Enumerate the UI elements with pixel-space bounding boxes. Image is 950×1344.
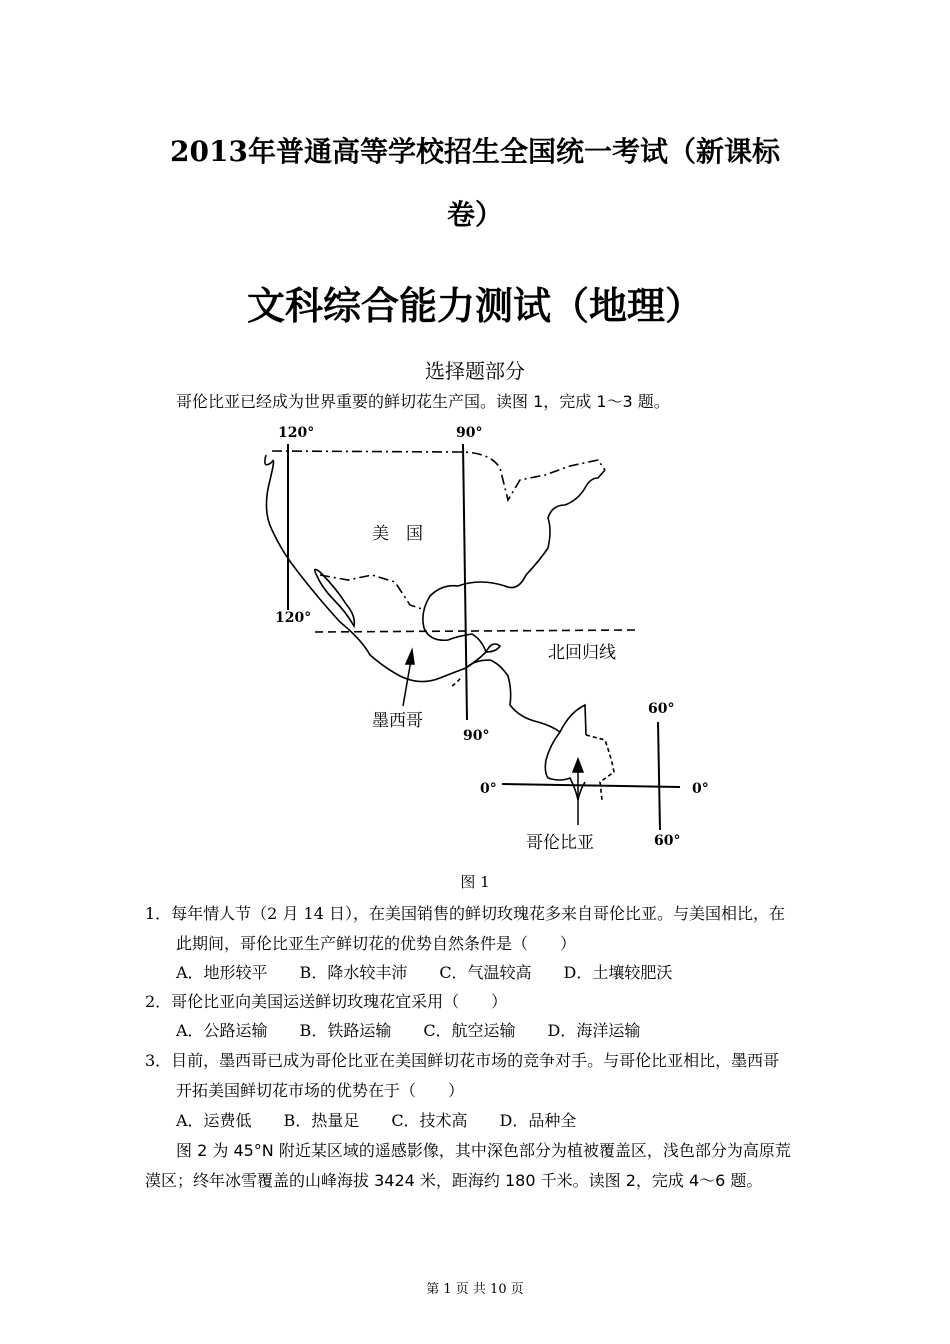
mexico-inner-border — [452, 676, 462, 686]
usa-mexico-border — [320, 575, 425, 610]
exam-title-line2: 卷） — [446, 198, 503, 231]
page-footer: 第 1 页 共 10 页 — [426, 1282, 524, 1297]
yucatan-coastline — [486, 644, 500, 652]
label-lon-60-top: 60° — [648, 701, 675, 717]
question-3-line1: 3．目前，墨西哥已成为哥伦比亚在美国鲜切花市场的竞争对手。与哥伦比亚相比，墨西哥 — [145, 1051, 780, 1070]
meridian-90 — [463, 444, 467, 720]
question-2-options: A．公路运输 B．铁路运输 C．航空运输 D．海洋运输 — [176, 1021, 641, 1040]
intro-text: 哥伦比亚已经成为世界重要的鲜切花生产国。读图 1，完成 1～3 题。 — [176, 392, 670, 411]
paragraph-line1: 图 2 为 45°N 附近某区域的遥感影像，其中深色部分为植被覆盖区，浅色部分为高原荒 — [176, 1141, 791, 1160]
question-1-line1: 1．每年情人节（2 月 14 日），在美国销售的鲜切玫瑰花多来自哥伦比亚。与美国相比，在 — [145, 904, 785, 923]
label-lon-90-top: 90° — [456, 425, 483, 441]
question-2-line1: 2．哥伦比亚向美国运送鲜切玫瑰花宜采用（ ） — [145, 992, 508, 1011]
label-tropic: 北回归线 — [548, 643, 616, 663]
exam-subtitle: 文科综合能力测试（地理） — [246, 284, 703, 328]
figure-caption: 图 1 — [460, 873, 490, 891]
figure-1-map — [0, 420, 950, 860]
label-lat-0-right: 0° — [692, 781, 709, 797]
label-lon-60-bottom: 60° — [654, 833, 681, 849]
label-usa: 美 国 — [372, 524, 423, 544]
usa-canada-border — [272, 451, 605, 500]
label-lon-120-top: 120° — [278, 425, 315, 441]
tropic-of-cancer — [315, 630, 635, 632]
question-1-line2: 此期间，哥伦比亚生产鲜切花的优势自然条件是（ ） — [176, 934, 577, 953]
exam-title-line1: 2013年普通高等学校招生全国统一考试（新课标 — [170, 135, 780, 168]
equator — [502, 784, 680, 787]
label-colombia: 哥伦比亚 — [526, 833, 594, 853]
central-america-east — [560, 705, 586, 735]
label-lon-90-bottom: 90° — [463, 728, 490, 744]
paragraph-line2: 漠区；终年冰雪覆盖的山峰海拔 3424 米，距海约 180 千米。读图 2，完成 4～6 题。 — [145, 1171, 763, 1190]
section-heading: 选择题部分 — [425, 359, 525, 383]
label-lon-120-left: 120° — [275, 610, 312, 626]
label-lat-0-left: 0° — [480, 781, 497, 797]
question-3-options: A．运费低 B．热量足 C．技术高 D．品种全 — [176, 1111, 577, 1130]
colombia-border — [586, 735, 614, 800]
question-1-options: A．地形较平 B．降水较丰沛 C．气温较高 D．土壤较肥沃 — [176, 963, 673, 982]
meridian-60 — [658, 722, 660, 830]
label-mexico: 墨西哥 — [372, 711, 423, 731]
question-3-line2: 开拓美国鲜切花市场的优势在于（ ） — [176, 1081, 465, 1100]
